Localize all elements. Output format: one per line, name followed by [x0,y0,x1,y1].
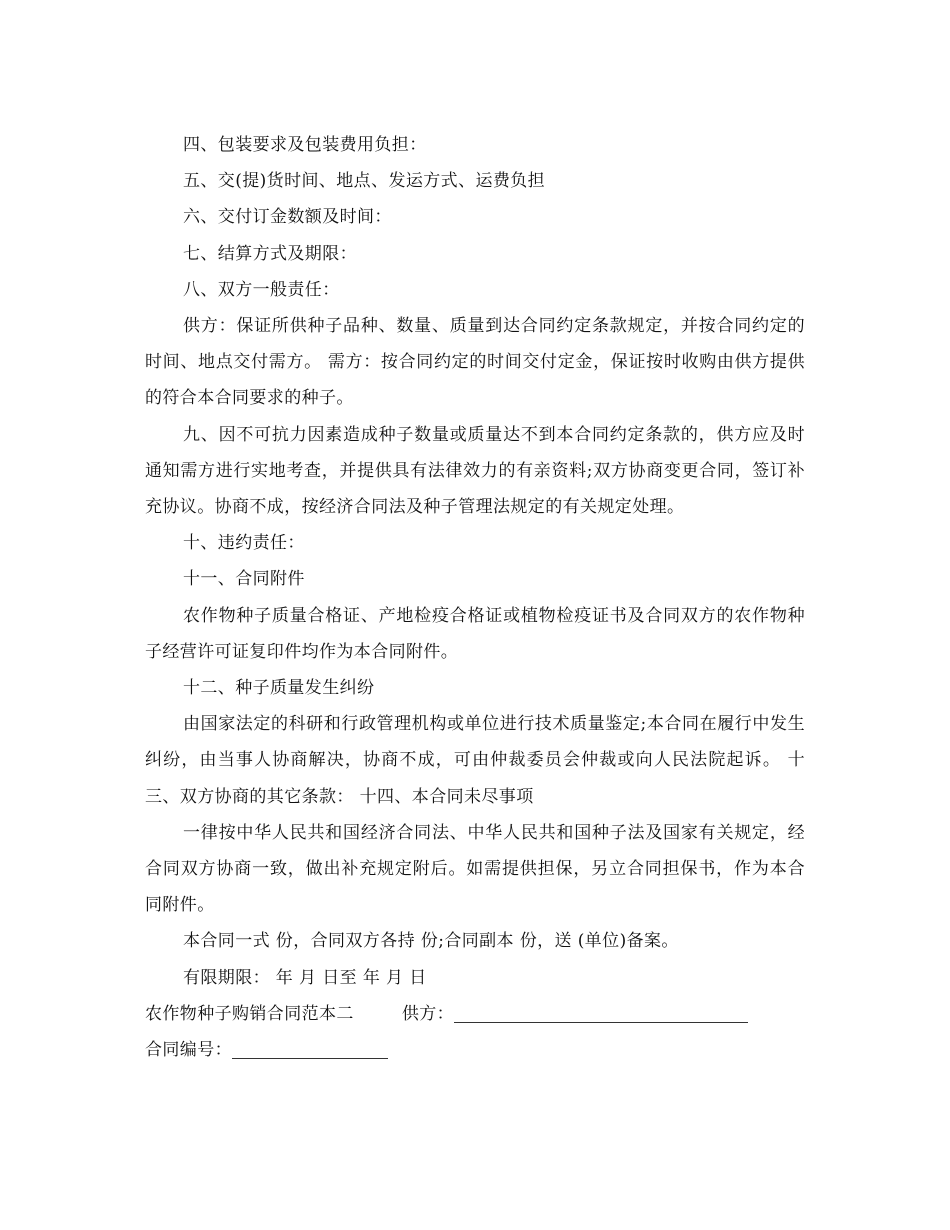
validity-period: 有限期限： 年 月 日至 年 月 日 [183,967,427,988]
template-title: 农作物种子购销合同范本二 [145,1003,354,1024]
unfinished-matters-paragraph: 一律按中华人民共和国经济合同法、中华人民共和国种子法及国家有关规定，经合同双方协商一致，做出补充规定附后。如需提供担保，另立合同担保书，作为本合同附件。 [145,822,805,916]
attachments-paragraph: 农作物种子质量合格证、产地检疫合格证或植物检疫证书及合同双方的农作物种子经营许可证复印件均作为本合同附件。 [145,605,805,662]
contract-number-label: 合同编号： [145,1040,232,1061]
template-two-line [145,996,805,1032]
contract-number-line [145,1032,805,1068]
clause-quality-dispute: 十二、种子质量发生纠纷 [183,678,375,699]
clause-packaging: 四、包装要求及包装费用负担： [183,135,427,155]
supplier-label: 供方： [401,1003,455,1024]
duties-paragraph: 供方：保证所供种子品种、数量、质量到达合同约定条款规定，并按合同约定的时间、地点交付需方。 需方：按合同约定的时间交付定金，保证按时收购由供方提供的符合本合同要求的种子。 [145,316,805,409]
copies-paragraph: 本合同一式 份，合同双方各持 份;合同副本 份，送 (单位)备案。 [183,931,679,952]
clause-liability: 十、违约责任： [183,533,305,554]
clause-settlement: 七、结算方式及期限： [183,243,357,264]
clause-deposit: 六、交付订金数额及时间： [183,207,392,228]
contract-number-blank-line [232,1040,388,1059]
supplier-blank-line [454,1004,748,1023]
quality-dispute-paragraph: 由国家法定的科研和行政管理机构或单位进行技术质量鉴定;本合同在履行中发生纠纷，由当事人协商解决，协商不成，可由仲裁委员会仲裁或向人民法院起诉。 十三、双方协商的其它条款： 十四、本合同未尽事项 [145,714,805,807]
force-majeure-paragraph: 九、因不可抗力因素造成种子数量或质量达不到本合同约定条款的，供方应及时通知需方进行实地考查，并提供具有法律效力的有亲资料;双方协商变更合同，签订补充协议。协商不成，按经济合同法及种子管理法规定的有关规定处理。 [145,424,805,518]
clause-delivery: 五、交(提)货时间、地点、发运方式、运费负担 [183,171,546,192]
document-body [145,127,805,1068]
clause-attachments: 十一、合同附件 [183,569,305,590]
clause-general-duties: 八、双方一般责任： [183,279,340,300]
